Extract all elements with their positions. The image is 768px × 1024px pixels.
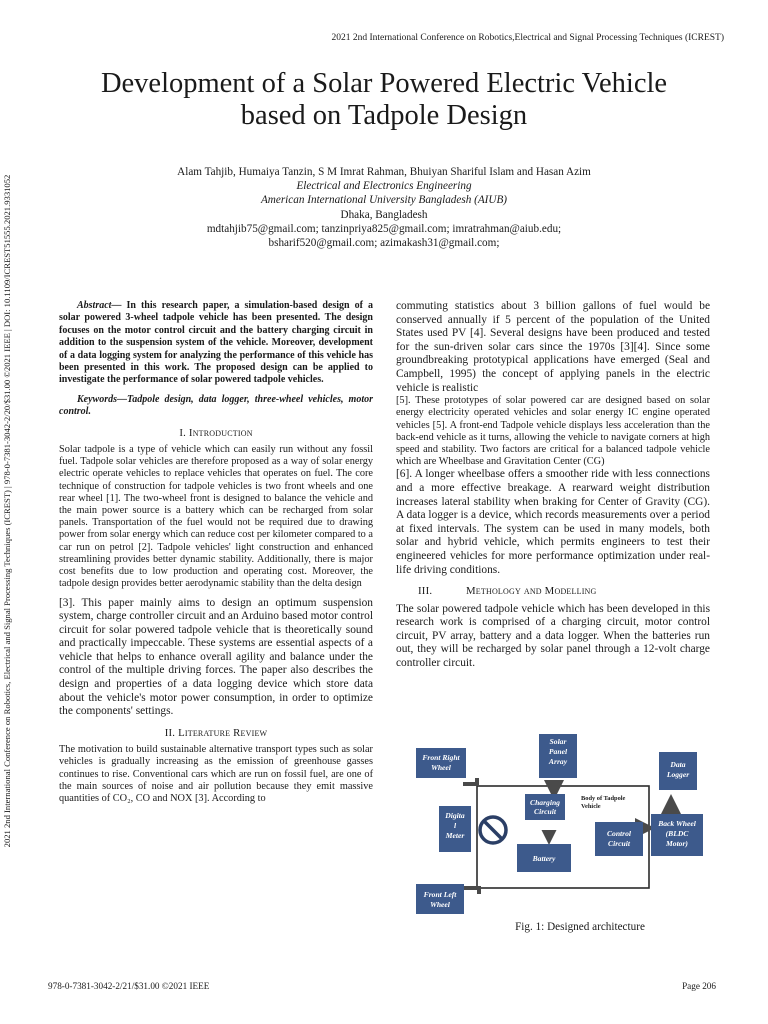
svg-text:ChargingCircuit bbox=[530, 798, 560, 816]
arrow-front-right bbox=[463, 778, 477, 784]
author-city: Dhaka, Bangladesh bbox=[340, 208, 428, 221]
keywords bbox=[59, 394, 373, 419]
arrow-front-left bbox=[463, 888, 479, 894]
introduction-paragraph-2: [3]. This paper mainly aims to design an optimum suspension system, charge controller circuit and an Arduino based motor control circuit for solar powered tadpole vehicle that is theoretically sound and practically impeccable. These systems are essential aspects of a vehicle that helps to enhance overall agility and balance under the control of the multiple driving forces. The paper also describes the design and properties of a data logging device which store data about the vehicle's motor power consumption, in order to optimize the components' settings. bbox=[59, 596, 373, 718]
digital-meter-label-2: l bbox=[453, 821, 457, 830]
conference-header: 2021 2nd International Conference on Robotics,Electrical and Signal Processing Techniques (ICREST) bbox=[331, 33, 724, 43]
methodology-heading bbox=[396, 585, 710, 598]
footer-page-number: Page 206 bbox=[682, 981, 716, 991]
battery-label: Battery bbox=[532, 854, 556, 863]
architecture-diagram bbox=[415, 734, 707, 918]
digital-meter-label-1: Digita bbox=[445, 811, 465, 820]
abstract bbox=[59, 300, 373, 387]
front-right-label-1: Front Right bbox=[422, 753, 460, 762]
author-university: American International University Bangladesh (AIUB) bbox=[260, 194, 508, 207]
data-logger-label-2: Logger bbox=[666, 770, 690, 779]
methodology-paragraph-1: The solar powered tadpole vehicle which has been developed in this research work is comprised of a charging circuit, motor control circuit, PV array, battery and a data logger. When the batteries run out, they will be recharged by solar panel through a 12-volt charge controller circuit. bbox=[396, 602, 710, 669]
svg-text:ControlCircuit bbox=[607, 829, 632, 848]
control-label-1: Control bbox=[606, 829, 632, 838]
title-line-2: based on Tadpole Design bbox=[240, 100, 528, 131]
svg-text:SolarPanelArray bbox=[548, 737, 568, 766]
back-wheel-label-3: Motor) bbox=[666, 839, 688, 848]
author-block bbox=[100, 165, 668, 250]
author-emails-2: bsharif520@gmail.com; azimakash31@gmail.com; bbox=[268, 237, 500, 250]
control-label-2: Circuit bbox=[608, 839, 630, 848]
charging-label-1: Charging bbox=[530, 798, 560, 807]
body-label-1: Body of Tadpole bbox=[581, 795, 626, 802]
right-paragraph-1: commuting statistics about 3 billion gallons of fuel would be conserved annually if 5 percent of the population of the United States used PV [4]. Several designs have been produced and tested for the sun-driven solar cars since the 1970s [3][4]. Since some groundbreaking prototypical applications have emerged (Seal and Campbell, 1995) the concept of applying panels in the electric vehicle is realistic bbox=[396, 300, 710, 394]
charging-label-2: Circuit bbox=[534, 807, 556, 816]
author-department: Electrical and Electronics Engineering bbox=[296, 180, 472, 193]
introduction-paragraph-1: Solar tadpole is a type of vehicle which can easily run without any fossil fuel. Tadpole solar vehicles are therefore proposed as a way of solar energy electric operate vehicles to replace vehicles that operates on fuel. The core technique of construction for tadpole vehicles is two front wheels and one rear wheel [1]. The two-wheel front is designed to balance the vehicle and the main power source is a battery which can be recharged from solar panels. Transportation of the fuel would not be required due to drawing power from solar energy which can reduce cost per kilometer compared to a car run on petrol [2]. Tadpole vehicles' light construction and enhanced streamlining provides better dynamic stability. Additionally, there is major cost benefits due to low production and operating cost. Moreover, the tadpole design provides better aerodynamic stability than the delta design bbox=[59, 444, 373, 590]
digital-meter-label-3: Meter bbox=[445, 831, 465, 840]
right-column bbox=[396, 300, 710, 671]
right-paragraph-2: [5]. These prototypes of solar powered car are designed based on solar energy electricity operated vehicles and solar energy IC engine operated vehicles [5]. A front-end Tadpole vehicle displays less acceleration than the back-end vehicle as it turns, allowing the vehicle to navigate corners at high speed and stability. Two factors are critical for a balanced tadpole vehicle which are Wheelbase and Gravitation Center (CG) bbox=[396, 395, 710, 468]
svg-text:Body of TadpoleVehicle bbox=[581, 795, 626, 810]
back-wheel-label-2: (BLDC bbox=[665, 829, 689, 838]
keywords-text: Tadpole design, data logger, three-wheel vehicles, motor control. bbox=[59, 393, 373, 418]
front-left-wheel-box bbox=[416, 884, 464, 914]
front-right-label-2: Wheel bbox=[431, 763, 451, 772]
abstract-lead: Abstract— bbox=[77, 300, 122, 311]
right-paragraph-3: [6]. A longer wheelbase offers a smoother ride with less connections and a more effective breakage. A rearward weight distribution increases lateral stability when braking for Center of Gravity (CG). A data logger is a device, which records measurements over a period at fixed intervals. The system can be used in many models, both solar and hybrid vehicle, which permits engineers to test their engineered vehicles for more performance optimization under real-life driving conditions. bbox=[396, 468, 710, 576]
methodology-number: III. bbox=[418, 585, 433, 598]
front-left-label-1: Front Left bbox=[423, 890, 457, 899]
left-column bbox=[59, 300, 373, 805]
solar-label-2: Panel bbox=[548, 747, 568, 756]
no-entry-icon-bar bbox=[484, 821, 502, 839]
solar-label-1: Solar bbox=[549, 737, 567, 746]
front-left-label-2: Wheel bbox=[430, 900, 450, 909]
author-emails-1: mdtahjib75@gmail.com; tanzinpriya825@gmail.com; imratrahman@aiub.edu; bbox=[206, 222, 562, 235]
keywords-lead: Keywords— bbox=[77, 393, 127, 405]
author-names: Alam Tahjib, Humaiya Tanzin, S M Imrat Rahman, Bhuiyan Shariful Islam and Hasan Azim bbox=[177, 166, 591, 178]
literature-paragraph-1: The motivation to build sustainable alternative transport types such as solar vehicles is gradually increasing as the emission of greenhouse gasses continues to rise. Conventional cars which are run on fossil fuel, are one of the main sources of noise and air pollution because they emit massive quantities of CO₂, CO and NOX [3]. According to bbox=[59, 744, 373, 805]
abstract-text: In this research paper, a simulation-based design of a solar powered 3-wheel tadpole vehicle has been presented. The design focuses on the motor control circuit and the battery charging circuit in addition to the suspension system of the vehicle. Moreover, development of a data logging system for analyzing the performance of this vehicle has been presented in this work. The proposed design can be applied to investigate the performance of solar powered tadpole vehicles. bbox=[59, 300, 373, 386]
figure-caption: Fig. 1: Designed architecture bbox=[515, 921, 645, 933]
doi-side-text: 2021 2nd International Conference on Robotics, Electrical and Signal Processing Techniques (ICREST) | 978-0-7381-3042-2/20/$31.00 ©2021 IEEE | DOI: 10.1109/ICREST51555.2021.9331052 bbox=[2, 174, 12, 848]
title-line-1: Development of a Solar Powered Electric Vehicle bbox=[100, 68, 668, 99]
body-label-2: Vehicle bbox=[581, 803, 601, 810]
back-wheel-label-1: Back Wheel bbox=[658, 819, 696, 828]
data-logger-label-1: Data bbox=[670, 760, 686, 769]
introduction-heading: I. Introduction bbox=[179, 426, 253, 439]
methodology-title: Methology and Modelling bbox=[466, 585, 597, 598]
paper-title bbox=[60, 68, 708, 132]
solar-label-3: Array bbox=[548, 757, 568, 766]
footer-copyright: 978-0-7381-3042-2/21/$31.00 ©2021 IEEE bbox=[48, 981, 210, 991]
literature-heading: II. Literature Review bbox=[164, 726, 268, 739]
